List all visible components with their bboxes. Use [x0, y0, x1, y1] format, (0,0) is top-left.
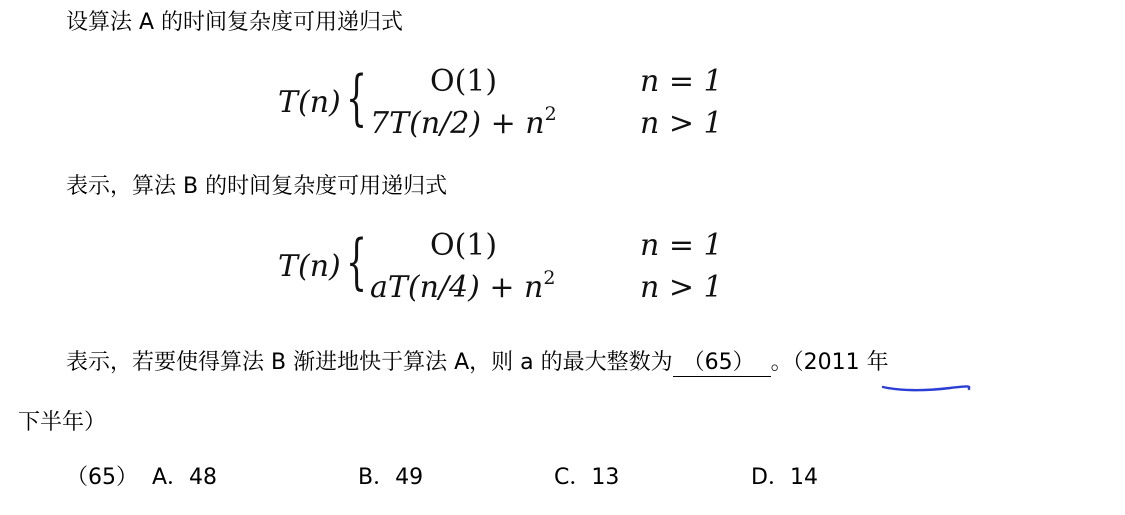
case1-value: O(1): [430, 64, 498, 99]
case2-expression: [370, 267, 556, 305]
case1-value: O(1): [430, 228, 498, 263]
question-prefix: 表示，若要使得算法 B 渐进地快于算法 A，则 a 的最大整数为: [66, 350, 673, 375]
case1-condition: n = 1: [640, 64, 723, 99]
case2-arg: (n/2): [409, 106, 482, 141]
case2-arg: (n/4): [407, 270, 480, 305]
intro-text-b: 表示，算法 B 的时间复杂度可用递归式: [66, 174, 448, 199]
option-b[interactable]: B．49: [358, 465, 424, 490]
answer-blank: （65）: [673, 350, 771, 377]
question-text: [66, 348, 889, 378]
formula-lhs: T(n): [278, 249, 341, 284]
case2-condition: n > 1: [640, 106, 723, 141]
recurrence-formula-a: [278, 64, 738, 144]
option-number: （65）: [66, 465, 138, 490]
case2-plus: + n: [479, 270, 544, 305]
case2-exponent: 2: [543, 267, 556, 289]
recurrence-formula-b: [278, 228, 738, 308]
question-continuation: 下半年）: [18, 410, 107, 435]
case2-lead: aT: [370, 270, 408, 305]
case2-expression: [370, 103, 557, 141]
option-c[interactable]: C．13: [554, 465, 620, 490]
question-suffix: 。（2011 年: [770, 350, 889, 375]
case2-condition: n > 1: [640, 270, 723, 305]
handwritten-underline-icon: [880, 378, 972, 394]
case2-exponent: 2: [544, 103, 557, 125]
option-d[interactable]: D．14: [751, 465, 818, 490]
case2-plus: + n: [481, 106, 545, 141]
left-brace-icon: {: [346, 227, 368, 297]
intro-text-a: 设算法 A 的时间复杂度可用递归式: [66, 10, 404, 35]
option-a[interactable]: A．48: [152, 465, 218, 490]
formula-lhs: T(n): [278, 85, 341, 120]
case2-lead: 7T: [370, 106, 410, 141]
left-brace-icon: {: [346, 63, 368, 133]
case1-condition: n = 1: [640, 228, 723, 263]
